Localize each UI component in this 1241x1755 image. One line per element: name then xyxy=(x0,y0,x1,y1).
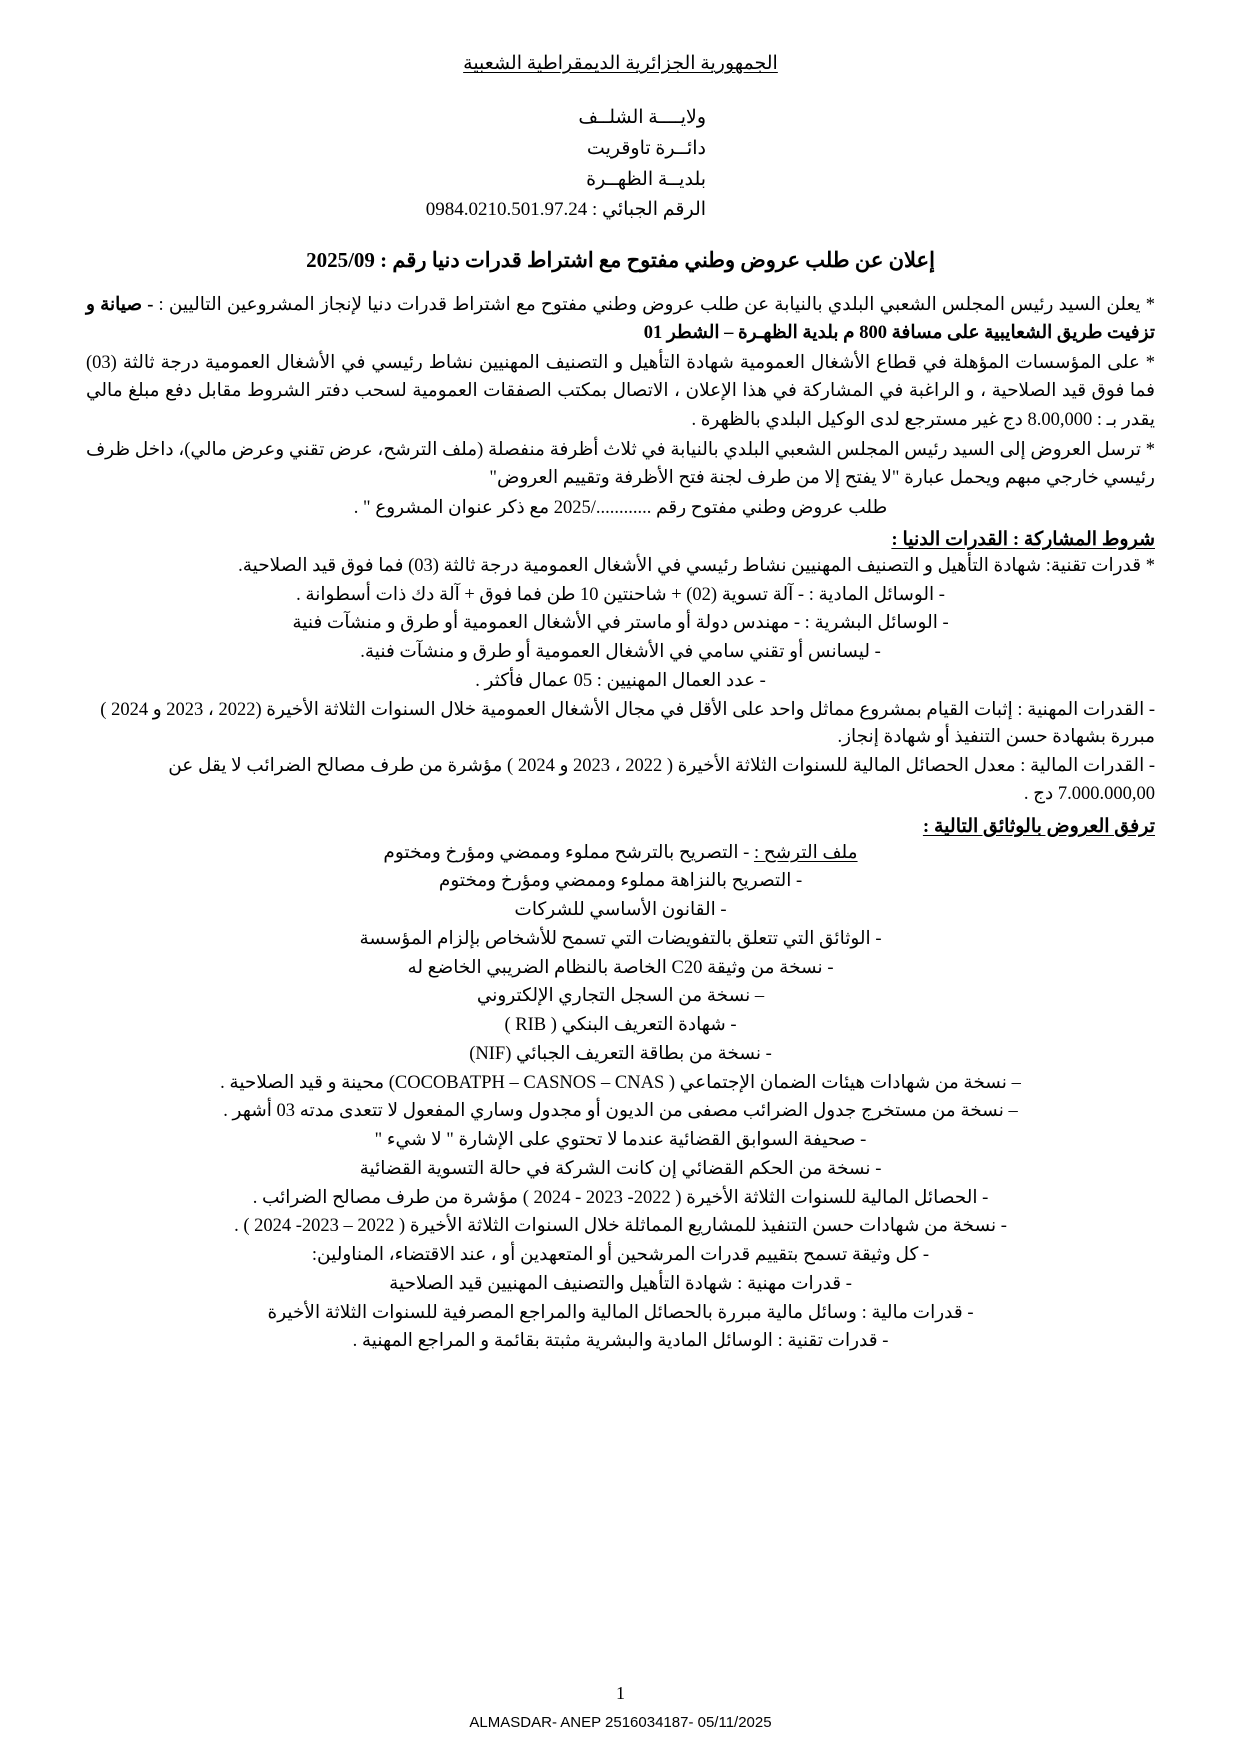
document-item: - قدرات مالية : وسائل مالية مبررة بالحصائل المالية والمراجع المصرفية للسنوات الثلاثة الأخيرة xyxy=(267,1302,974,1323)
document-item: – نسخة من مستخرج جدول الضرائب مصفى من الديون أو مجدول وساري المفعول لا تتعدى مدته 03 أشهر . xyxy=(223,1101,1018,1122)
document-item: - قدرات مهنية : شهادة التأهيل والتصنيف المهنيين قيد الصلاحية xyxy=(389,1273,852,1294)
intro-project-bold: - صيانة و تزفيت طريق الشعايبية على مسافة 800 م بلدية الظهـرة – الشطر 01 xyxy=(86,295,1155,344)
intro-paragraph-1-text: * يعلن السيد رئيس المجلس الشعبي البلدي بالنيابة عن طلب عروض وطني مفتوح مع اشتراط قدرات دنيا لإنجاز المشروعين التاليين : xyxy=(158,295,1156,316)
document-item: - شهادة التعريف البنكي ( RIB ) xyxy=(504,1015,737,1036)
republic-header xyxy=(86,52,1155,75)
intro-paragraph-3-line2: طلب عروض وطني مفتوح رقم ............/2025 مع ذكر عنوان المشروع " . xyxy=(353,497,888,518)
intro-paragraph-3: * ترسل العروض إلى السيد رئيس المجلس الشعبي البلدي بالنيابة في ثلاث أظرفة منفصلة (ملف الترشح، عرض تقني وعرض مالي)، داخل ظرف رئيسي خارجي مبهم ويحمل عبارة "لا يفتح إلا من طرف لجنة فتح الأظرفة وتقييم العروض" xyxy=(86,439,1155,488)
document-item: - الحصائل المالية للسنوات الثلاثة الأخيرة ( 2022- 2023 - 2024 ) مؤشرة من طرف مصالح الضرائب . xyxy=(252,1187,989,1208)
condition-item: - الوسائل المادية : - آلة تسوية (02) + شاحنتين 10 طن فما فوق + آلة دك ذات أسطوانة . xyxy=(296,584,945,605)
page-footer xyxy=(0,1683,1241,1731)
condition-item: * قدرات تقنية: شهادة التأهيل و التصنيف المهنيين نشاط رئيسي في الأشغال العمومية درجة ثالثة (03) فما فوق قيد الصلاحية. xyxy=(238,555,1155,576)
document-item: - كل وثيقة تسمح بتقييم قدرات المرشحين أو المتعهدين أو ، عند الاقتضاء، المناولين: xyxy=(311,1245,930,1266)
document-item: - القانون الأساسي للشركات xyxy=(514,900,727,921)
administration-block xyxy=(86,103,1155,226)
wilaya-line: ولايــــة الشلــف xyxy=(578,107,707,128)
fiscal-number-line: الرقم الجبائي : 0984.0210.501.97.24 xyxy=(425,199,707,221)
document-item: - الوثائق التي تتعلق بالتفويضات التي تسمح للأشخاص بإلزام المؤسسة xyxy=(359,928,882,949)
document-item: - قدرات تقنية : الوسائل المادية والبشرية مثبتة بقائمة و المراجع المهنية . xyxy=(352,1331,889,1352)
document-item: - نسخة من الحكم القضائي إن كانت الشركة في حالة التسوية القضائية xyxy=(359,1158,882,1179)
intro-paragraph-2: * على المؤسسات المؤهلة في قطاع الأشغال العمومية شهادة التأهيل و التصنيف المهنيين نشاط رئيسي في الأشغال العمومية درجة ثالثة (03) فما فوق قيد الصلاحية ، و الراغبة في المشاركة في هذا الإعلان ، الاتصال بمكتب الصفقات العمومية لسحب دفتر الشروط مقابل دفع مبلغ مالي يقدر بـ : 8.00,000 دج غير مسترجع لدى الوكيل البلدي بالظهرة . xyxy=(86,353,1155,430)
footer-note: ALMASDAR- ANEP 2516034187- 05/11/2025 xyxy=(469,1714,772,1731)
document-item: - نسخة من بطاقة التعريف الجبائي (NIF) xyxy=(469,1043,772,1064)
condition-item: - الوسائل البشرية : - مهندس دولة أو ماستر في الأشغال العمومية أو طرق و منشآت فنية xyxy=(292,613,949,634)
condition-item: - القدرات المهنية : إثبات القيام بمشروع مماثل واحد على الأقل في مجال الأشغال العمومية خلال السنوات الثلاثة الأخيرة (2022 ، 2023 و 2024 ) مبررة بشهادة حسن التنفيذ أو شهادة إنجاز. xyxy=(100,699,1155,748)
condition-item: - القدرات المالية : معدل الحصائل المالية للسنوات الثلاثة الأخيرة ( 2022 ، 2023 و 2024 ) مؤشرة من طرف مصالح الضرائب لا يقل عن 7.000.000,00 دج . xyxy=(168,756,1155,804)
conditions-list xyxy=(86,553,1155,809)
documents-file-line xyxy=(86,840,1155,868)
document-item: – نسخة من شهادات هيئات الضمان الإجتماعي ( COCOBATPH – CASNOS – CNAS) محينة و قيد الصلاحية . xyxy=(220,1072,1021,1093)
page-number: 1 xyxy=(616,1683,625,1703)
republic-header-text: الجمهورية الجزائرية الديمقراطية الشعبية xyxy=(463,53,778,74)
condition-item: - عدد العمال المهنيين : 05 عمال فأكثر . xyxy=(475,670,766,691)
file-first-item: - التصريح بالترشح مملوء وممضي ومؤرخ ومختوم xyxy=(383,842,750,863)
document-item: - التصريح بالنزاهة مملوء وممضي ومؤرخ ومختوم xyxy=(438,871,803,892)
condition-item: - ليسانس أو تقني سامي في الأشغال العمومية أو طرق و منشآت فنية. xyxy=(360,642,881,663)
documents-heading: ترفق العروض بالوثائق التالية : xyxy=(922,815,1155,837)
conditions-heading: شروط المشاركة : القدرات الدنيا : xyxy=(891,528,1155,550)
document-item: - نسخة من شهادات حسن التنفيذ للمشاريع المماثلة خلال السنوات الثلاثة الأخيرة ( 2022 – 2023- 2024 ) . xyxy=(234,1216,1007,1237)
intro-paragraph-1 xyxy=(86,291,1155,347)
documents-list xyxy=(86,840,1155,1357)
baladiya-line: بلديــة الظهــرة xyxy=(586,168,707,190)
document-item: – نسخة من السجل التجاري الإلكتروني xyxy=(476,986,765,1007)
document-item: - نسخة من وثيقة C20 الخاصة بالنظام الضريبي الخاضع له xyxy=(407,957,834,978)
document-item: - صحيفة السوابق القضائية عندما لا تحتوي على الإشارة " لا شيء " xyxy=(374,1130,867,1151)
file-label: ملف الترشح : xyxy=(753,842,858,863)
page-title: إعلان عن طلب عروض وطني مفتوح مع اشتراط قدرات دنيا رقم : 2025/09 xyxy=(306,248,935,273)
daira-line: دائــرة تاوقريت xyxy=(586,137,707,159)
